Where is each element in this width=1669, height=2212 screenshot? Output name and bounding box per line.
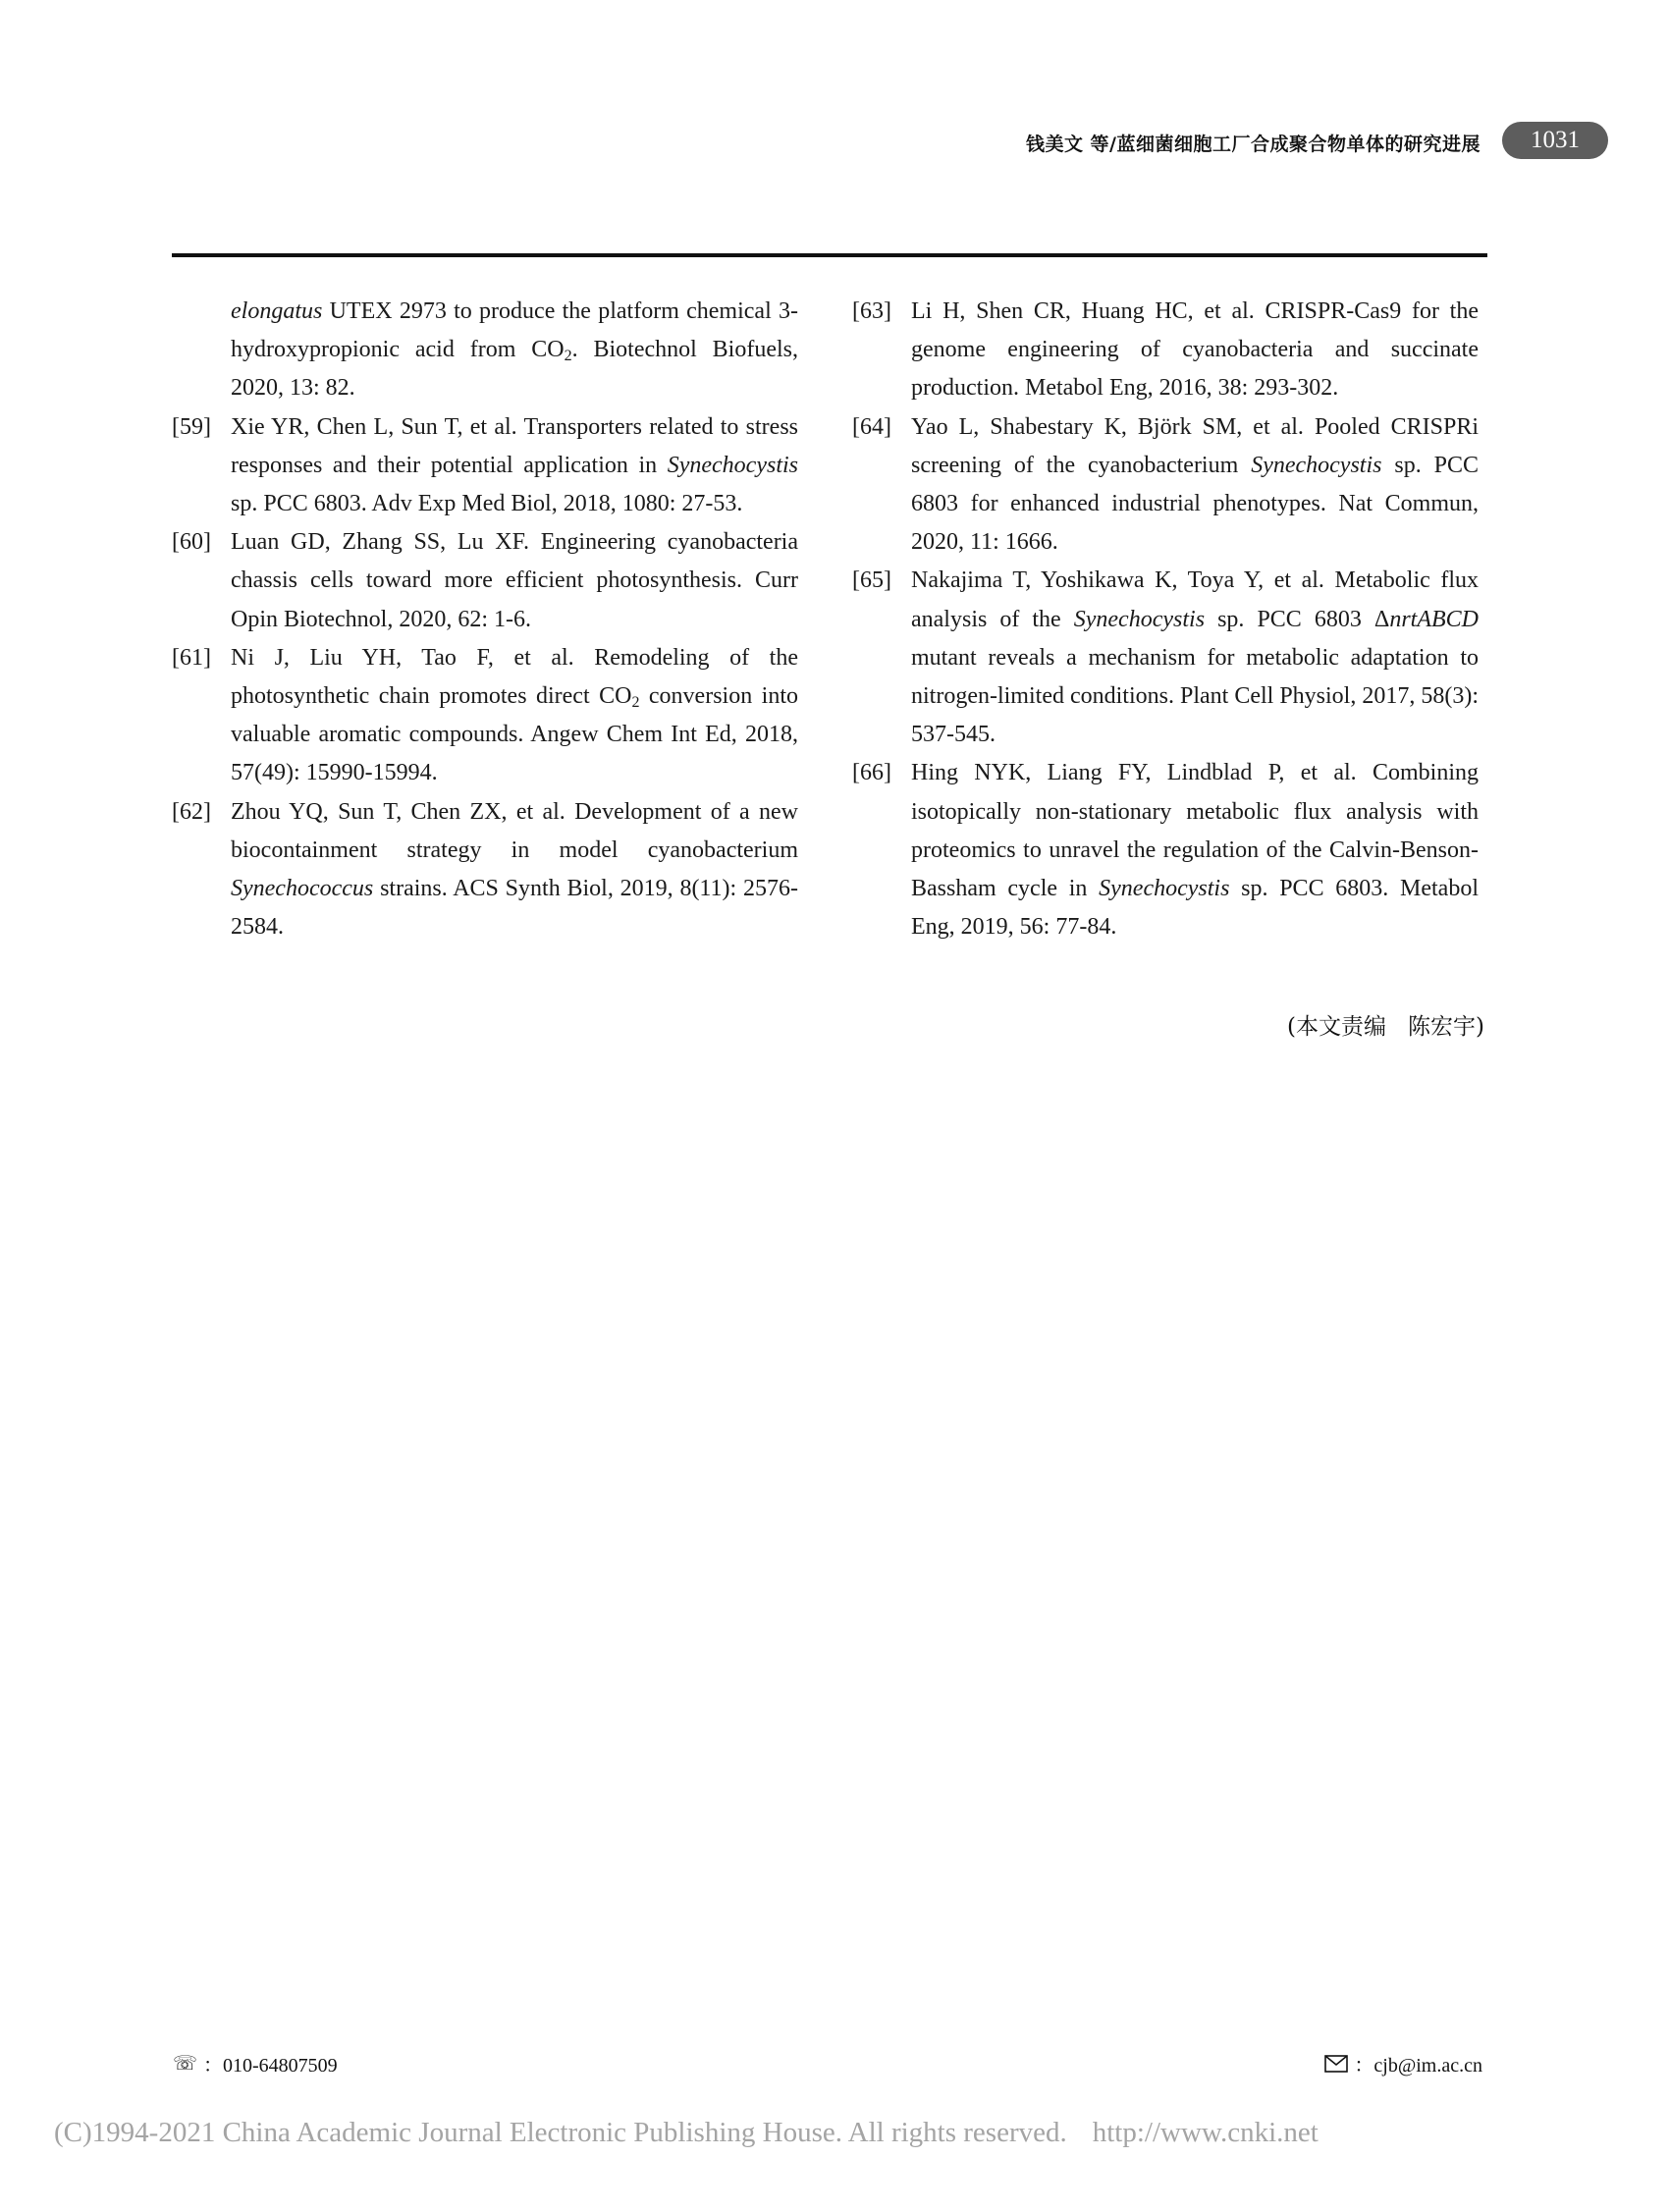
reference-number: [62] [172,798,211,825]
reference-number: [63] [852,298,891,324]
cnki-url: http://www.cnki.net [1092,2117,1319,2148]
reference-66: [66] Hing NYK, Liang FY, Lindblad P, et al. Combining isotopically non-stationary metabolic flux analysis with proteomics to unravel the regulation of the Calvin-Benson-Bassham cycle in Synechocystis sp. PCC 6803. Metabol Eng, 2019, 56: 77-84. [852,754,1479,946]
reference-number: [66] [852,760,891,786]
reference-64: [64] Yao L, Shabestary K, Björk SM, et al. Pooled CRISPRi screening of the cyanobacterium Synechocystis sp. PCC 6803 for enhanced industrial phenotypes. Nat Commun, 2020, 11: 1666. [852,408,1479,563]
species-name: Synechocystis [667,452,798,478]
phone-number: ：010-64807509 [203,2055,338,2077]
reference-column-left [172,293,798,946]
species-name: Synechococcus [231,876,374,902]
editor-note: (本文责编 陈宏宇) [1287,1014,1484,1040]
footer-phone [173,2049,338,2077]
email-address: ：cjb@im.ac.cn [1354,2055,1482,2077]
reference-number: [65] [852,567,891,594]
species-name: Synechocystis [1073,606,1206,632]
species-name: elongatus [231,298,323,324]
species-name: Synechocystis [1099,876,1230,902]
reference-number: [61] [172,644,211,671]
species-name: Synechocystis [1251,452,1382,478]
page-number-badge: 1031 [1502,122,1608,159]
reference-column-right [852,293,1479,946]
reference-63: [63] Li H, Shen CR, Huang HC, et al. CRISPR-Cas9 for the genome engineering of cyanobacteria and succinate production. Metabol Eng, 2016, 38: 293-302. [852,293,1479,408]
reference-number: [64] [852,413,891,440]
reference-65: [65] Nakajima T, Yoshikawa K, Toya Y, et al. Metabolic flux analysis of the Synechocystis sp. PCC 6803 ΔnrtABCD mutant reveals a mechanism for metabolic adaptation to nitrogen-limited conditions. Plant Cell Physiol, 2017, 58(3): 537-545. [852,562,1479,754]
telephone-icon: ☏ [173,2053,198,2075]
footer-email [1324,2049,1482,2077]
running-title: 钱美文 等/蓝细菌细胞工厂合成聚合物单体的研究进展 [1025,134,1481,155]
reference-58-continuation: elongatus UTEX 2973 to produce the platform chemical 3-hydroxypropionic acid from $CO_2$. Biotechnol Biofuels, 2020, 13: 82. [231,298,799,402]
reference-61: [61] Ni J, Liu YH, Tao F, et al. Remodeling of the photosynthetic chain promotes direct $CO_2$ conversion into valuable aromatic compounds. Angew Chem Int Ed, 2018, 57(49): 15990-15994. [172,639,798,793]
envelope-icon [1324,2055,1348,2073]
copyright-notice: (C)1994-2021 China Academic Journal Electronic Publishing House. All rights reserved. http://www.cnki.net [54,2117,1319,2148]
gene-name: nrtABCD [1389,606,1479,632]
header-rule [172,253,1487,257]
reference-number: [59] [172,413,211,440]
reference-62: [62] Zhou YQ, Sun T, Chen ZX, et al. Development of a new biocontainment strategy in model cyanobacterium Synechococcus strains. ACS Synth Biol, 2019, 8(11): 2576-2584. [172,793,798,947]
reference-60: [60] Luan GD, Zhang SS, Lu XF. Engineering cyanobacteria chassis cells toward more efficient photosynthesis. Curr Opin Biotechnol, 2020, 62: 1-6. [172,523,798,639]
reference-59: [59] Xie YR, Chen L, Sun T, et al. Transporters related to stress responses and their potential application in Synechocystis sp. PCC 6803. Adv Exp Med Biol, 2018, 1080: 27-53. [172,408,798,524]
reference-number: [60] [172,529,211,556]
